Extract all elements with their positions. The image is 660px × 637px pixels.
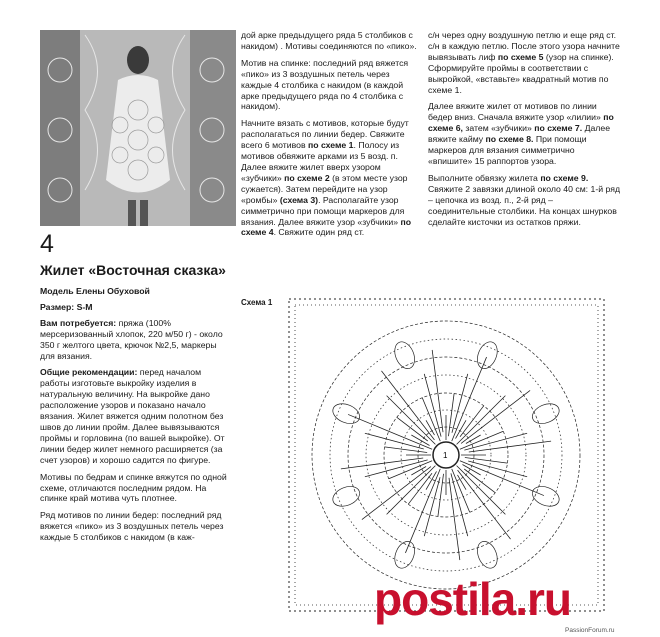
crochet-chart <box>283 293 610 617</box>
chart-center-label: 1 <box>443 451 448 460</box>
chart-stitch <box>424 477 440 536</box>
right-column <box>428 30 621 233</box>
chart-stitch <box>466 435 481 444</box>
chart-stitch <box>405 469 440 553</box>
chart-stitch <box>464 433 527 450</box>
chart-stitch <box>387 466 436 515</box>
chart-stitch <box>365 433 424 449</box>
hip-row-note: Ряд мотивов по линии бедер: последний ряд вяжется «пико» из 3 воздушных петель через каждые 5 столбиков с накидом (в каж- <box>40 510 224 543</box>
chart-petal <box>474 339 501 372</box>
scheme-label: Схема 1 <box>241 298 273 307</box>
chart-stitch <box>451 473 468 536</box>
chart-stitch <box>457 466 506 515</box>
pattern-number: 4 <box>40 230 54 258</box>
middle-p3: Начните вязать с мотивов, которые будут располагаться по линии бедер. Свяжите всего 6 мотивов по схеме 1. Полосу из мотивов обвяжите арками из 5 возд. п. Далее вяжите жилет вверх узором «зубчики» по схеме 2 (в этом месте узор сужается). Затем перейдите на узор «ромбы» (схема 3). Располагайте узор симметрично при помощи маркеров для вязания. Далее вяжите узор «зубчики» по схеме 4. Свяжите один ряд ст. <box>241 118 412 238</box>
chart-stitch <box>432 350 443 432</box>
chart-petal <box>391 339 418 372</box>
chart-stitch <box>385 447 428 453</box>
size: Размер: S-M <box>40 301 93 312</box>
middle-p2: Мотив на спинке: последний ряд вяжется «пико» из 3 воздушных петель через каждые 4 столбика с накидом (в каждой арке предыдущего ряда по 4 столбика с накидом). <box>241 57 409 112</box>
motifs-note: Мотивы по бедрам и спинке вяжутся по одной схеме, отличаются последним рядом. На спинке край мотива чуть плотнее. <box>40 471 227 504</box>
chart-stitch <box>452 374 468 433</box>
chart-stitch <box>469 441 551 452</box>
watermark: postila.ru <box>374 573 572 625</box>
vest-photo <box>40 30 236 226</box>
right-p1: с/н через одну воздушную петлю и еще ряд ст. с/н в каждую петлю. После этого узора начните вывязывать лиф по схеме 5 (узор на спинке). Сформируйте проймы в соответствии с выкройкой, «вставьте» квадратный мотив по схеме 1. <box>428 30 620 95</box>
chart-stitch <box>460 431 503 449</box>
chart-stitch <box>449 478 460 560</box>
chart-stitch <box>424 374 441 437</box>
chart-stitch <box>426 420 435 435</box>
chart-stitch <box>438 474 444 517</box>
general-recommendations: Общие рекомендации: перед началом работы изготовьте выкройку изделия в натуральную величину. На выкройке дано расположение узоров и показано начало вязания. Жилет вяжется одним полотном без швов до линии пройм. Далее вывязываются проймы и горловина (по вашей выкройке). От линии бедер жилет немного расширяется (за счет узоров) и хорошо садится по фигуре. <box>40 367 225 465</box>
materials: Вам потребуется: пряжа (100% мерсеризованный хлопок, 220 м/50 г) - около 350 г желтого цвета, крючок №2,5, маркеры для вязания. <box>40 317 223 361</box>
chart-petal <box>474 538 501 571</box>
chart-stitch <box>452 357 487 441</box>
chart-stitch <box>452 469 470 512</box>
chart-stitch <box>460 461 544 496</box>
chart-stitch <box>389 461 432 479</box>
chart-stitch <box>365 460 428 477</box>
designer: Модель Елены Обуховой <box>40 286 150 296</box>
pattern-title: Жилет «Восточная сказка» <box>40 262 226 278</box>
right-p2: Далее вяжите жилет от мотивов по линии бедер вниз. Сначала вяжите узор «лилии» по схеме 6, затем «зубчики» по схеме 7. Далее вяжите кайму по схеме 8. При помощи маркеров для вязания симметрично «впишите» 15 раппортов узора. <box>428 101 614 166</box>
chart-petal <box>330 483 363 510</box>
middle-column <box>241 30 420 244</box>
chart-stitch <box>448 394 454 437</box>
left-column <box>40 262 228 549</box>
chart-stitch <box>465 457 508 463</box>
chart-stitch <box>411 467 426 476</box>
right-p3: Выполните обвязку жилета по схеме 9. Свяжите 2 завязки длиной около 40 см: 1-й ряд – цепочка из возд. п., 2-й ряд – соединительные столбики. На концах шнурков сделайте кисточки из остатков пряжи. <box>428 172 621 227</box>
middle-p1: дой арке предыдущего ряда 5 столбиков с накидом) . Мотивы соединяются по «пико». <box>241 30 417 51</box>
chart-stitch <box>387 396 436 445</box>
chart-stitch <box>348 414 432 449</box>
chart-stitch <box>458 475 467 490</box>
chart-stitch <box>422 398 440 441</box>
chart-petal <box>529 400 562 427</box>
site-credit: PassionForum.ru <box>565 627 615 634</box>
chart-stitch <box>341 458 423 469</box>
chart-stitch <box>457 396 506 445</box>
chart-stitch <box>468 461 527 477</box>
chart-petal <box>391 538 418 571</box>
